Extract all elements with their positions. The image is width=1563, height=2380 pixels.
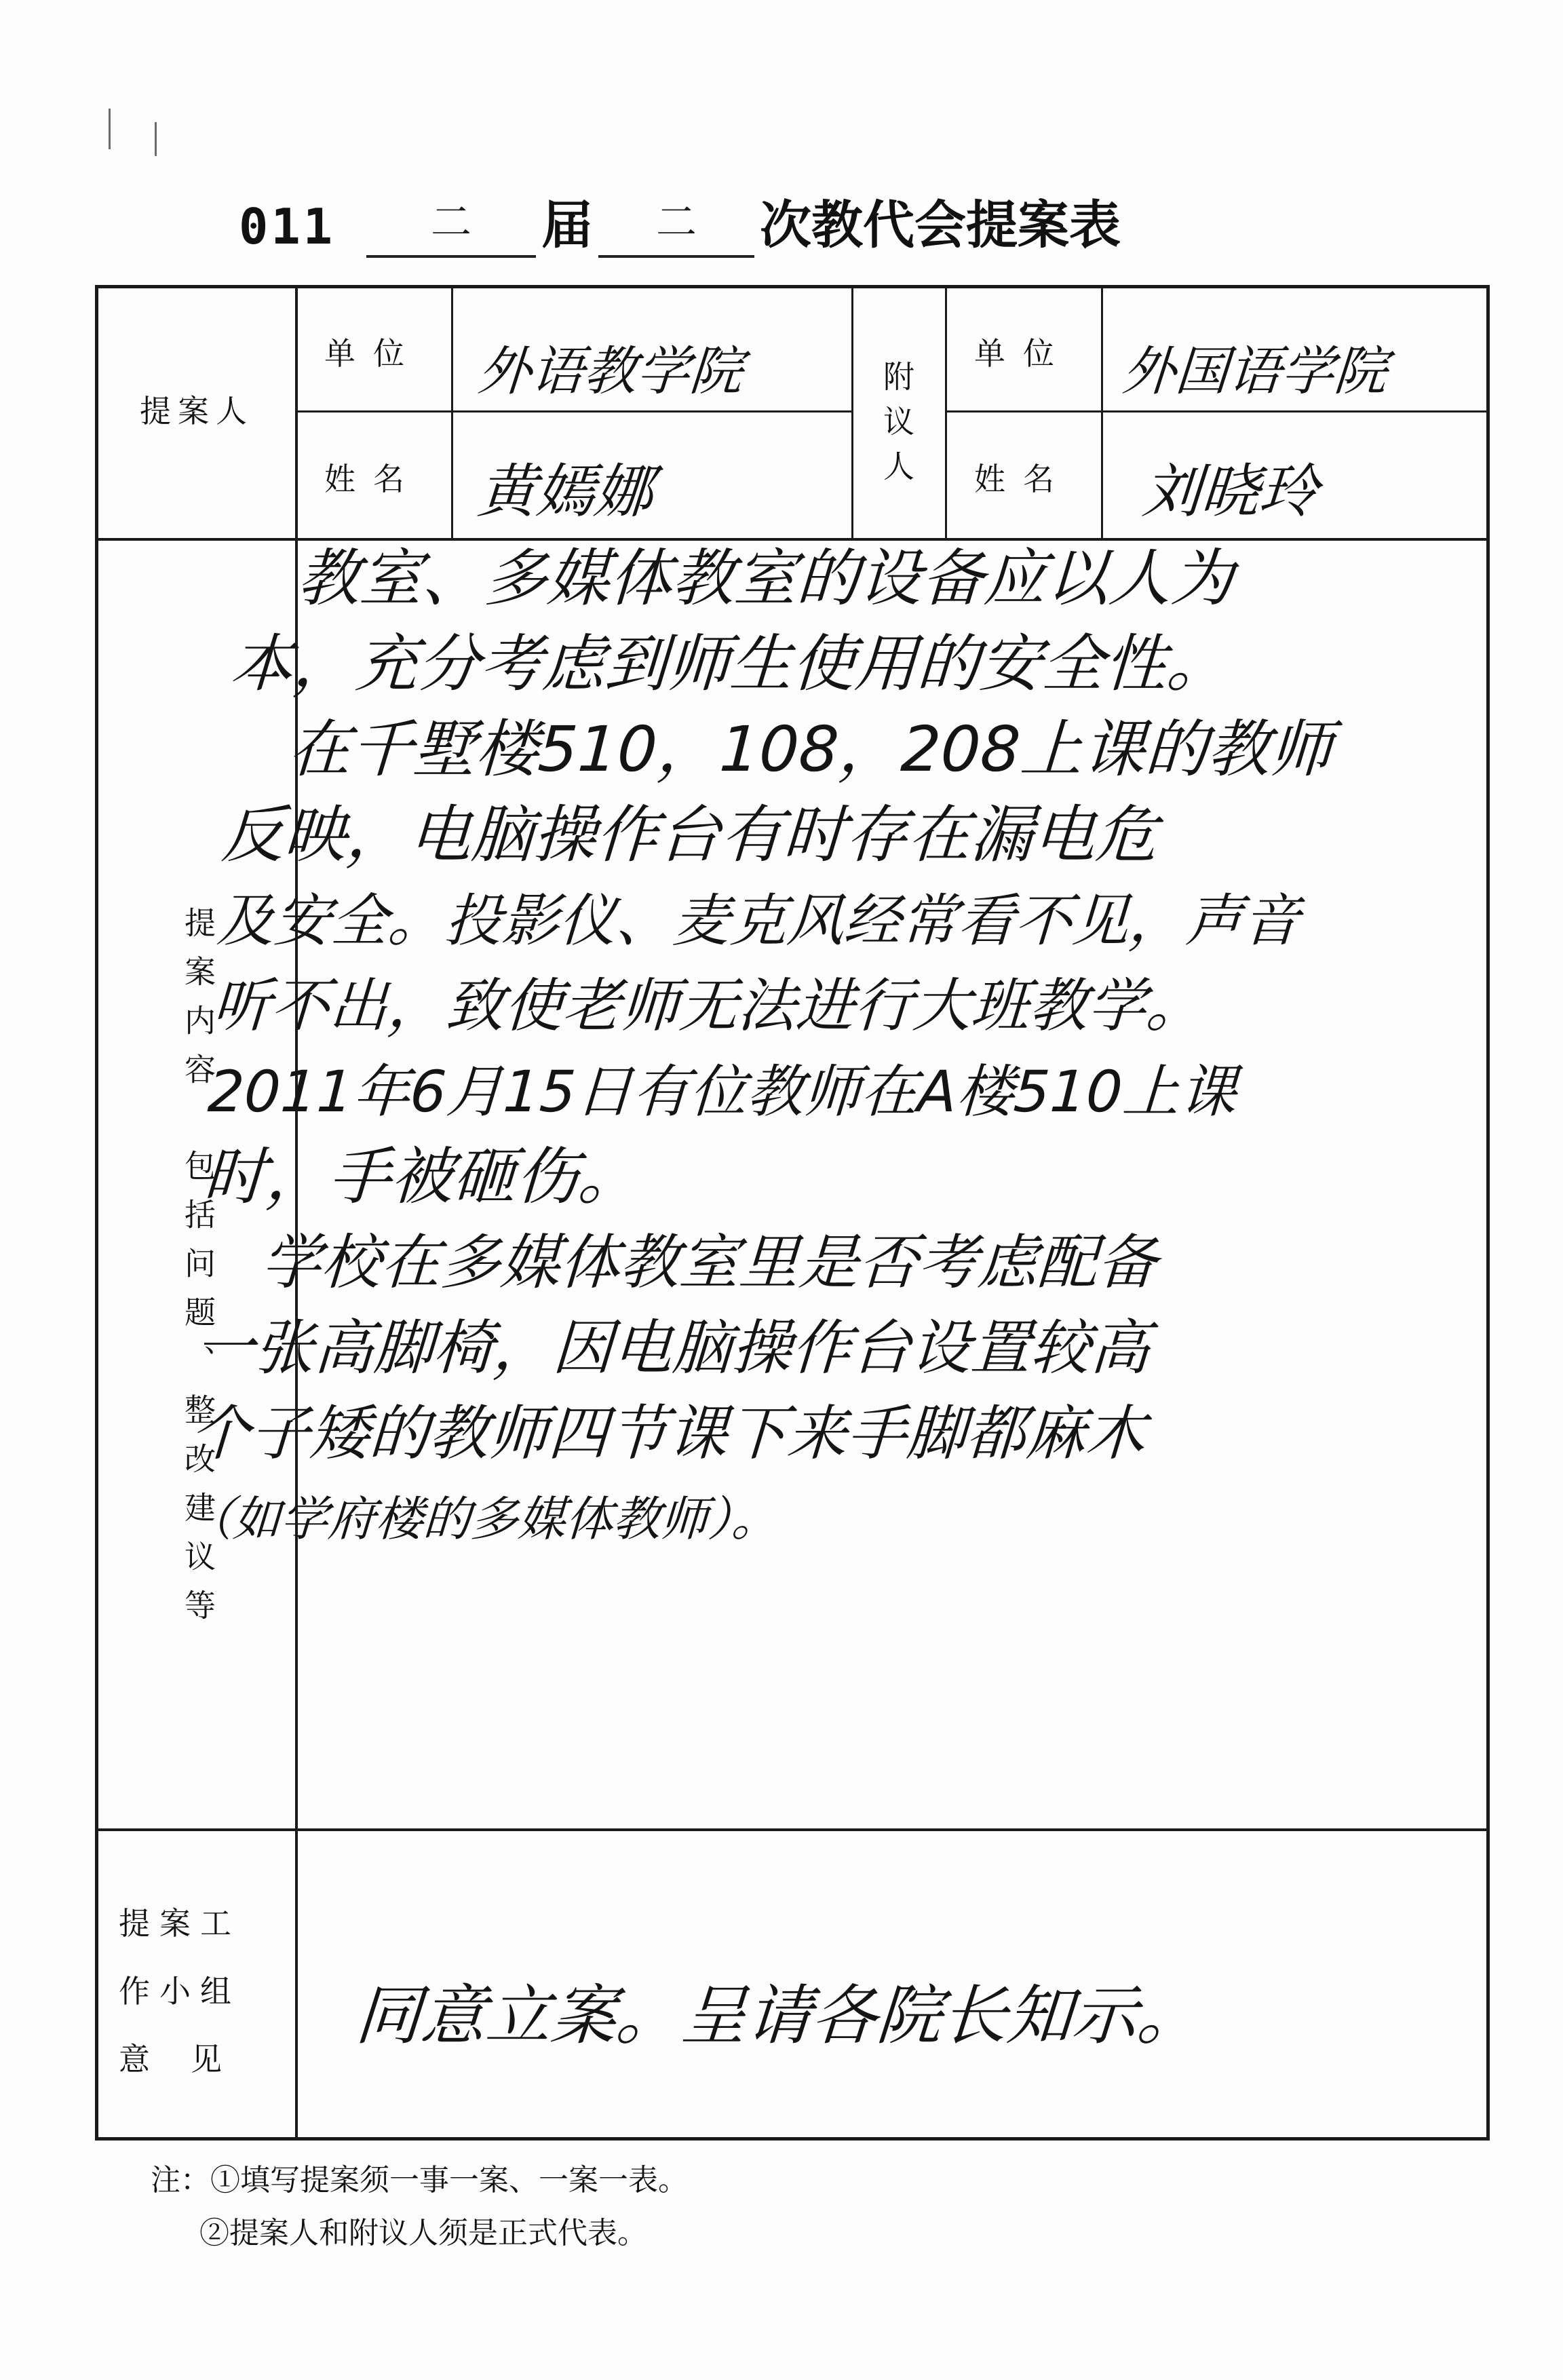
content-label-part1: 提案内容 xyxy=(180,906,216,1102)
working-group-opinion: 同意立案。呈请各院长知示。 xyxy=(353,1978,1205,2054)
proposer-name-label: 姓名 xyxy=(324,461,422,497)
content-line: 时，手被砸伤。 xyxy=(201,1140,642,1213)
grid-line xyxy=(851,288,853,539)
scan-mark xyxy=(155,122,157,156)
form-notes xyxy=(151,2154,688,2260)
grid-line xyxy=(1101,288,1103,539)
session-number-field: 二 xyxy=(366,190,536,258)
scan-mark xyxy=(109,109,111,149)
content-line: 听不出，致使老师无法进行大班教学。 xyxy=(210,972,1206,1040)
note-1: 注：①填写提案须一事一案、一案一表。 xyxy=(151,2163,688,2197)
grid-line xyxy=(98,1828,1486,1831)
seconder-section-label: 附议人 xyxy=(879,360,915,495)
content-line: 及安全。投影仪、麦克风经常看不见，声音 xyxy=(215,887,1302,954)
content-line: （如学府楼的多媒体教师）。 xyxy=(184,1491,781,1547)
proposer-section-label: 提案人 xyxy=(140,393,254,429)
seconder-unit-value: 外国语学院 xyxy=(1120,341,1389,402)
grid-line xyxy=(295,410,851,412)
working-group-label xyxy=(119,1889,282,2093)
content-line: 个子矮的教师四节课下来手脚都麻木 xyxy=(188,1398,1148,1468)
grid-line xyxy=(945,288,947,539)
seconder-name-label: 姓名 xyxy=(974,461,1072,497)
working-group-label-row2: 作小组 xyxy=(119,1973,241,2010)
working-group-label-row3: 意见 xyxy=(119,2041,263,2077)
working-group-label-row1: 提案工 xyxy=(119,1905,241,1942)
title-suffix: 次教代会提案表 xyxy=(760,195,1121,255)
content-line: 2011年6月15日有位教师在A楼510上课 xyxy=(206,1058,1239,1125)
form-title xyxy=(366,183,1121,258)
proposer-unit-label: 单位 xyxy=(324,335,422,372)
content-line: 学校在多媒体教室里是否考虑配备 xyxy=(259,1227,1159,1297)
content-label-part2: 包括问题、整改建议等 xyxy=(180,1149,216,1638)
document-number: 011 xyxy=(239,198,336,255)
content-line: 教室、多媒体教室的设备应以人为 xyxy=(295,542,1236,615)
grid-line xyxy=(945,410,1488,412)
seconder-unit-label: 单位 xyxy=(974,335,1072,372)
seconder-name-value: 刘晓玲 xyxy=(1140,458,1320,526)
content-line: 在千墅楼510，108，208上课的教师 xyxy=(286,713,1334,786)
meeting-number-field: 二 xyxy=(598,190,754,258)
grid-line xyxy=(451,288,453,539)
content-line: 一张高脚椅，因电脑操作台设置较高 xyxy=(193,1313,1152,1383)
content-line: 反映，电脑操作台有时存在漏电危 xyxy=(219,799,1160,871)
content-line: 本，充分考虑到师生使用的安全性。 xyxy=(228,628,1231,700)
session-unit-label: 届 xyxy=(541,195,593,255)
proposer-name-value: 黄嫣娜 xyxy=(475,458,655,526)
proposal-content xyxy=(183,536,1410,1562)
proposer-unit-value: 外语教学院 xyxy=(476,341,745,402)
note-2: ②提案人和附议人须是正式代表。 xyxy=(199,2216,647,2250)
